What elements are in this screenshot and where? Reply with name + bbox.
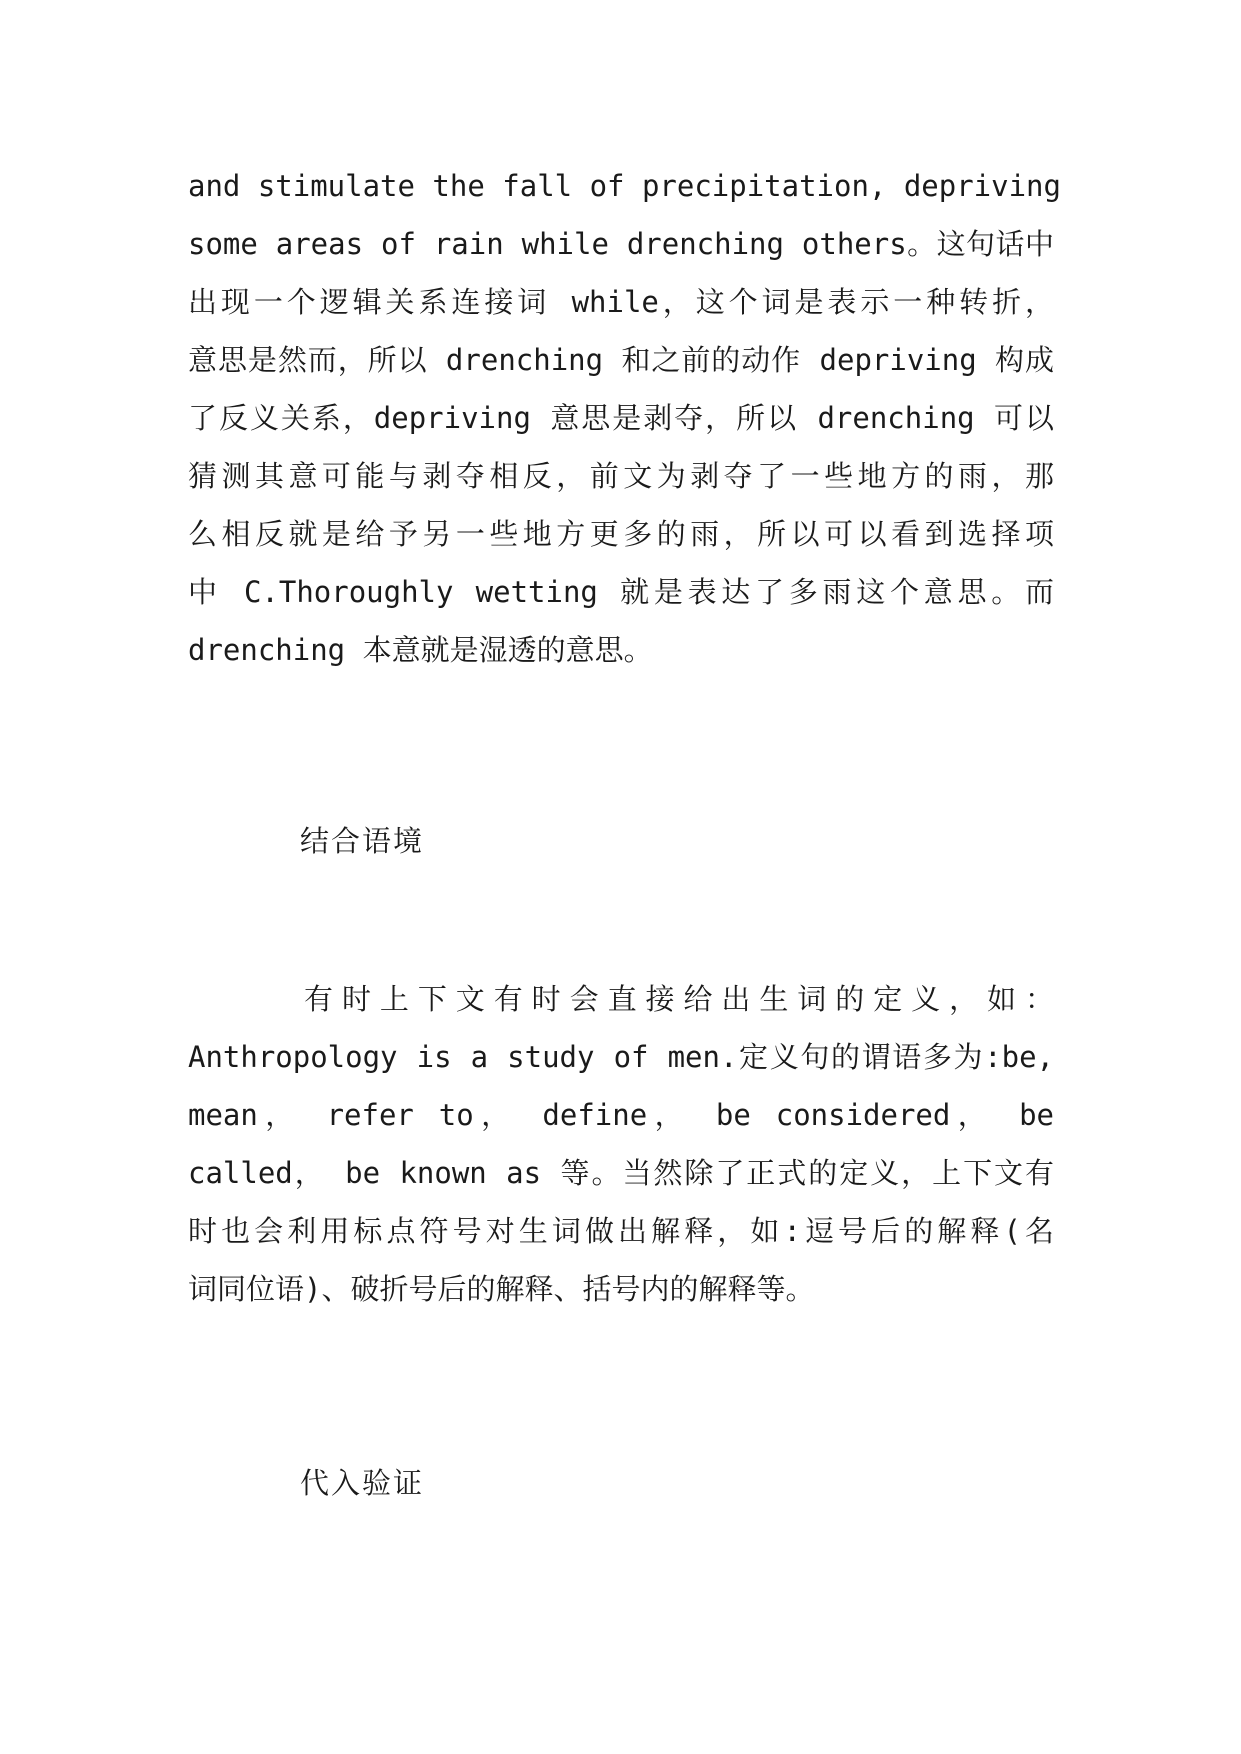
paragraph-line: 中 C.Thoroughly wetting 就是表达了多雨这个意思。而 — [188, 575, 1054, 609]
section-heading-verify: 代入验证 — [300, 1466, 425, 1500]
paragraph-line: and stimulate the fall of precipitation, depriving — [188, 169, 1061, 203]
paragraph-line: 时也会利用标点符号对生词做出解释，如:逗号后的解释(名 — [188, 1214, 1054, 1248]
section-heading-context: 结合语境 — [300, 824, 425, 858]
paragraph-line: 猜测其意可能与剥夺相反，前文为剥夺了一些地方的雨，那 — [188, 459, 1054, 493]
paragraph-line: 有时上下文有时会直接给出生词的定义，如： — [304, 982, 1054, 1016]
paragraph-2 — [188, 970, 1054, 1318]
paragraph-line: 意思是然而，所以 drenching 和之前的动作 depriving 构成 — [188, 343, 1054, 377]
paragraph-1 — [188, 157, 1061, 679]
paragraph-line: mean， refer to， define， be considered， be — [188, 1098, 1054, 1132]
paragraph-line: 了反义关系，depriving 意思是剥夺，所以 drenching 可以 — [188, 401, 1054, 435]
paragraph-line: Anthropology is a study of men.定义句的谓语多为:be, — [188, 1040, 1054, 1074]
paragraph-line: 么相反就是给予另一些地方更多的雨，所以可以看到选择项 — [188, 517, 1054, 551]
paragraph-line: 词同位语)、破折号后的解释、括号内的解释等。 — [188, 1272, 815, 1306]
paragraph-line: called， be known as 等。当然除了正式的定义，上下文有 — [188, 1156, 1054, 1190]
paragraph-line: drenching 本意就是湿透的意思。 — [188, 633, 653, 667]
paragraph-line: some areas of rain while drenching others。这句话中 — [188, 227, 1054, 261]
paragraph-line: 出现一个逻辑关系连接词 while，这个词是表示一种转折， — [188, 285, 1054, 319]
